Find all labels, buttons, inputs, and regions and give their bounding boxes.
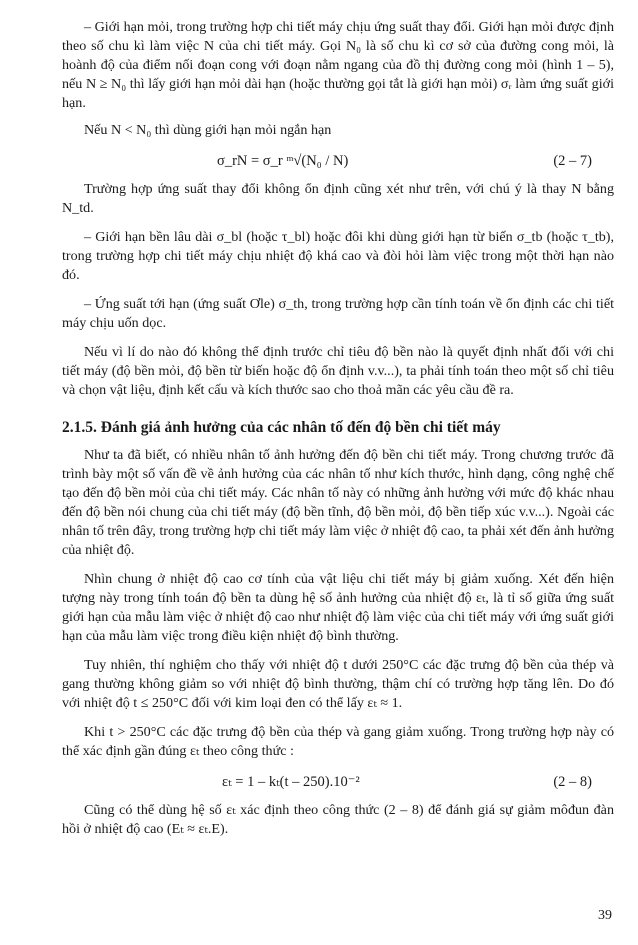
paragraph-gioi-han-moi: – Giới hạn mỏi, trong trường hợp chi tiết máy chịu ứng suất thay đổi. Giới hạn mỏi được định theo số chu kì làm việc N của chi tiết máy. Gọi N₀ là số chu kì cơ sở của đường cong mỏi, là hoành độ của điểm nối đoạn cong với đoạn nằm ngang của đồ thị đường cong mỏi (hình 1 – 5), nếu N ≥ N₀ thì lấy giới hạn mỏi dài hạn (hoặc thường gọi tắt là giới hạn mỏi) σᵣ làm ứng suất giới hạn. — [62, 19, 614, 111]
paragraph-modun-dan-hoi: Cũng có thể dùng hệ số εₜ xác định theo công thức (2 – 8) để đánh giá sự giảm môđun đàn hồi ở nhiệt độ cao (Eₜ ≈ εₜ.E). — [62, 802, 614, 837]
section-heading: 2.1.5. Đánh giá ảnh hưởng của các nhân tố đến độ bền chi tiết máy — [62, 419, 501, 436]
paragraph-ung-suat-toi-han: – Ứng suất tới hạn (ứng suất Ơle) σ_th, trong trường hợp cần tính toán về ổn định các chi tiết máy chịu uốn dọc. — [62, 296, 614, 331]
equation-expression: σ_rN = σ_r ᵐ√(N₀ / N) — [217, 153, 349, 169]
body-text — [62, 18, 614, 839]
paragraph-nhiet-do-cao: Nhìn chung ở nhiệt độ cao cơ tính của vật liệu chi tiết máy bị giảm xuống. Xét đến hiện tượng này trong tính toán độ bền ta dùng hệ số ảnh hưởng của nhiệt độ εₜ, là tỉ số giữa ứng suất giới hạn của mẫu làm việc ở nhiệt độ cao như nhiệt độ làm việc của chi tiết máy với ứng suất giới hạn của mẫu làm việc trong điều kiện nhiệt độ bình thường. — [62, 571, 614, 644]
page-number: 39 — [598, 908, 612, 923]
equation-2-8 — [62, 767, 614, 797]
equation-2-7 — [62, 146, 614, 176]
equation-number: (2 – 7) — [553, 153, 592, 169]
paragraph-ung-suat-khong-on-dinh: Trường hợp ứng suất thay đổi không ổn định cũng xét như trên, với chú ý là thay N bằng N_td. — [62, 181, 614, 216]
paragraph-thi-nghiem: Tuy nhiên, thí nghiệm cho thấy với nhiệt độ t dưới 250°C các đặc trưng độ bền của thép và gang thường không giảm so với nhiệt độ bình thường, thậm chí có trường hợp tăng lên. Do đó với nhiệt độ t ≤ 250°C đối với kim loại đen có thể lấy εₜ ≈ 1. — [62, 657, 614, 711]
paragraph-gioi-han-ben-lau-dai: – Giới hạn bền lâu dài σ_bl (hoặc τ_bl) hoặc đôi khi dùng giới hạn từ biến σ_tb (hoặc τ_tb), trong trường hợp chi tiết máy chịu nhiệt độ khá cao và đòi hỏi làm việc trong một thời hạn nào đó. — [62, 229, 614, 283]
paragraph-nhan-to-anh-huong: Như ta đã biết, có nhiều nhân tố ảnh hưởng đến độ bền chi tiết máy. Trong chương trước đã trình bày một số vấn đề về ảnh hưởng của các nhân tố như kích thước, hình dạng, công nghệ chế tạo đến độ bền mỏi của chi tiết máy. Các nhân tố này có những ảnh hưởng với mức độ khác nhau đến độ bền nói chung của chi tiết máy (độ bền tĩnh, độ bền mỏi, độ bền tiếp xúc v.v...). Ngoài các nhân tố trên đây, trong trường hợp chi tiết máy làm việc ở nhiệt độ cao, ta phải xét đến ảnh hưởng của nhiệt độ. — [62, 447, 614, 558]
paragraph-neu-n-nho-hon: Nếu N < N₀ thì dùng giới hạn mỏi ngắn hạn — [84, 122, 332, 138]
equation-number: (2 – 8) — [553, 774, 592, 790]
equation-expression: εₜ = 1 – kₜ(t – 250).10⁻² — [222, 774, 360, 790]
paragraph-khi-t-lon-hon: Khi t > 250°C các đặc trưng độ bền của thép và gang giảm xuống. Trong trường hợp này có thể xác định gần đúng εₜ theo công thức : — [62, 724, 614, 759]
paragraph-chi-tieu-do-ben: Nếu vì lí do nào đó không thể định trước chỉ tiêu độ bền nào là quyết định nhất đối với chi tiết máy (độ bền mỏi, độ bền từ biến hoặc độ ổn định v.v...), ta phải tính toán theo một số chỉ tiêu và chọn vật liệu, định kết cấu và kích thước sao cho thoả mãn các yêu cầu đề ra. — [62, 344, 614, 398]
